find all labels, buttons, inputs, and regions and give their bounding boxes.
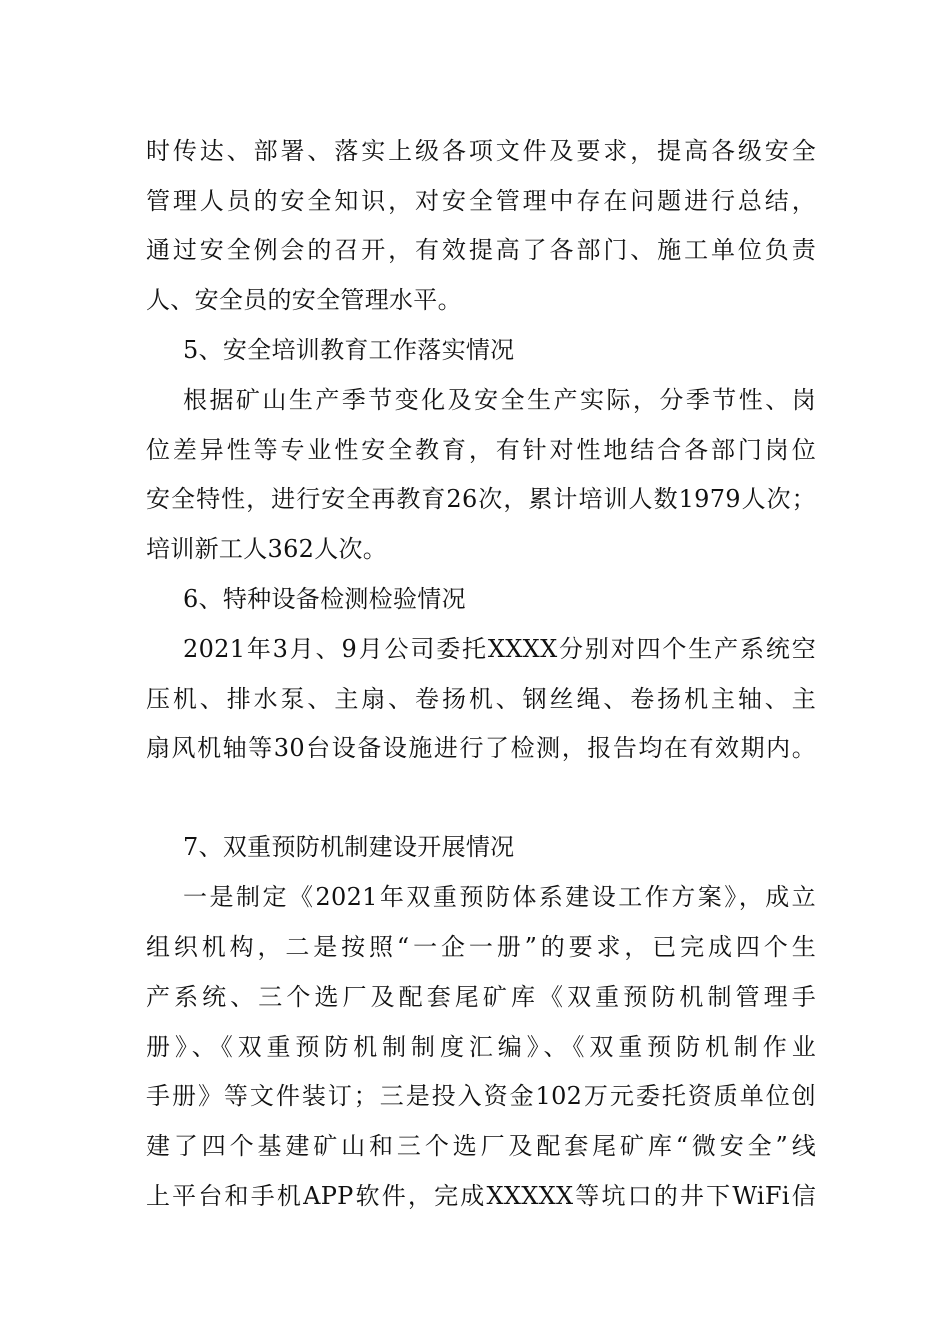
section-heading-5: 5、安全培训教育工作落实情况	[183, 336, 515, 364]
section-heading-7: 7、双重预防机制建设开展情况	[183, 833, 515, 861]
body-text-line: 根据矿山生产季节变化及安全生产实际，分季节性、岗	[183, 386, 816, 414]
body-text-line: 管理人员的安全知识，对安全管理中存在问题进行总结，	[146, 187, 816, 215]
section-heading-6: 6、特种设备检测检验情况	[183, 585, 466, 613]
body-text-line: 一是制定《2021年双重预防体系建设工作方案》，成立	[183, 883, 816, 911]
body-text-line: 扇风机轴等30台设备设施进行了检测，报告均在有效期内。	[146, 734, 816, 762]
body-text-line: 培训新工人362人次。	[146, 535, 388, 563]
body-text-line: 产系统、三个选厂及配套尾矿库《双重预防机制管理手	[146, 983, 816, 1011]
body-text-line: 册》、《双重预防机制制度汇编》、《双重预防机制作业	[146, 1033, 816, 1061]
body-text-line: 通过安全例会的召开，有效提高了各部门、施工单位负责	[146, 236, 816, 264]
body-text-line: 2021年3月、9月公司委托XXXX分别对四个生产系统空	[183, 635, 816, 663]
body-text-line: 压机、排水泵、主扇、卷扬机、钢丝绳、卷扬机主轴、主	[146, 685, 816, 713]
body-text-line: 人、安全员的安全管理水平。	[146, 286, 462, 314]
body-text-line: 组织机构，二是按照“一企一册”的要求，已完成四个生	[146, 933, 816, 961]
body-text-line: 位差异性等专业性安全教育，有针对性地结合各部门岗位	[146, 436, 816, 464]
body-text-line: 上平台和手机APP软件，完成XXXXX等坑口的井下WiFi信	[146, 1182, 816, 1210]
body-text-line: 手册》等文件装订；三是投入资金102万元委托资质单位创	[146, 1082, 816, 1110]
body-text-line: 建了四个基建矿山和三个选厂及配套尾矿库“微安全”线	[146, 1132, 816, 1160]
body-text-line: 时传达、部署、落实上级各项文件及要求，提高各级安全	[146, 137, 816, 165]
body-text-line: 安全特性，进行安全再教育26次，累计培训人数1979人次；	[146, 485, 816, 513]
